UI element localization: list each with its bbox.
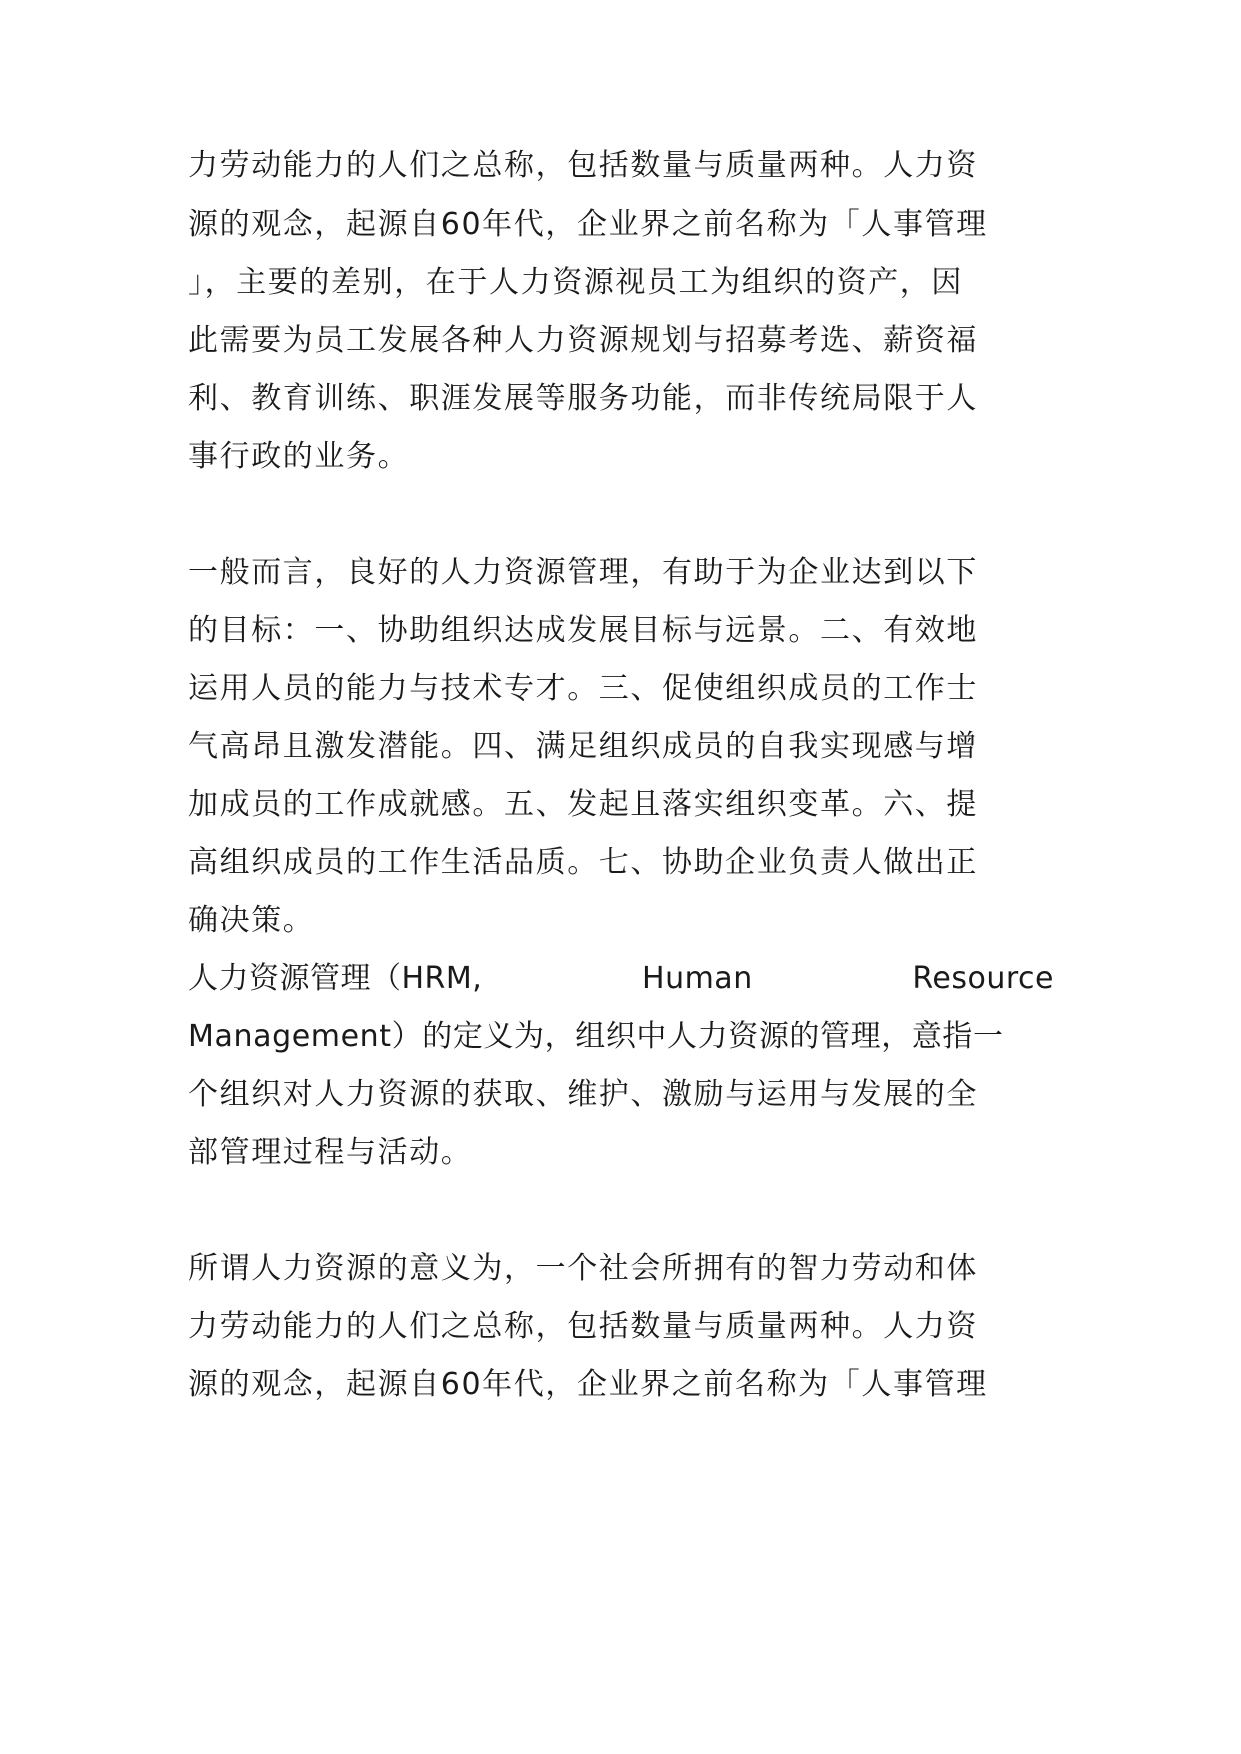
paragraph-line: 的目标：一、协助组织达成发展目标与远景。二、有效地 <box>188 613 978 648</box>
paragraph-line: 一般而言，良好的人力资源管理，有助于为企业达到以下 <box>188 555 978 590</box>
hrm-definition-line <box>188 959 1054 999</box>
paragraph-line: 」，主要的差别，在于人力资源视员工为组织的资产，因 <box>188 265 963 300</box>
paragraph-line: 源的观念，起源自60年代，企业界之前名称为「人事管理 <box>188 1367 988 1402</box>
paragraph-line: 源的观念，起源自60年代，企业界之前名称为「人事管理 <box>188 207 988 242</box>
paragraph-line: 所谓人力资源的意义为，一个社会所拥有的智力劳动和体 <box>188 1251 978 1286</box>
paragraph-line: 利、教育训练、职涯发展等服务功能，而非传统局限于人 <box>188 381 978 416</box>
paragraph-line: 高组织成员的工作生活品质。七、协助企业负责人做出正 <box>188 845 978 880</box>
paragraph-line: Management）的定义为，组织中人力资源的管理，意指一 <box>188 1019 1004 1054</box>
paragraph-line: 此需要为员工发展各种人力资源规划与招募考选、薪资福 <box>188 323 978 358</box>
hrm-line-part: 人力资源管理（HRM, <box>188 961 483 996</box>
paragraph-line: 运用人员的能力与技术专才。三、促使组织成员的工作士 <box>188 671 978 706</box>
paragraph-line: 加成员的工作成就感。五、发起且落实组织变革。六、提 <box>188 787 978 822</box>
paragraph-line: 气高昂且激发潜能。四、满足组织成员的自我实现感与增 <box>188 729 978 764</box>
hrm-line-part: Human <box>642 961 753 996</box>
paragraph-line: 个组织对人力资源的获取、维护、激励与运用与发展的全 <box>188 1077 978 1112</box>
paragraph-line: 确决策。 <box>188 903 315 938</box>
paragraph-line: 事行政的业务。 <box>188 439 410 474</box>
paragraph-line: 力劳动能力的人们之总称，包括数量与质量两种。人力资 <box>188 148 978 183</box>
hrm-line-part: Resource <box>912 961 1054 996</box>
paragraph-line: 部管理过程与活动。 <box>188 1135 473 1170</box>
paragraph-line: 力劳动能力的人们之总称，包括数量与质量两种。人力资 <box>188 1309 978 1344</box>
